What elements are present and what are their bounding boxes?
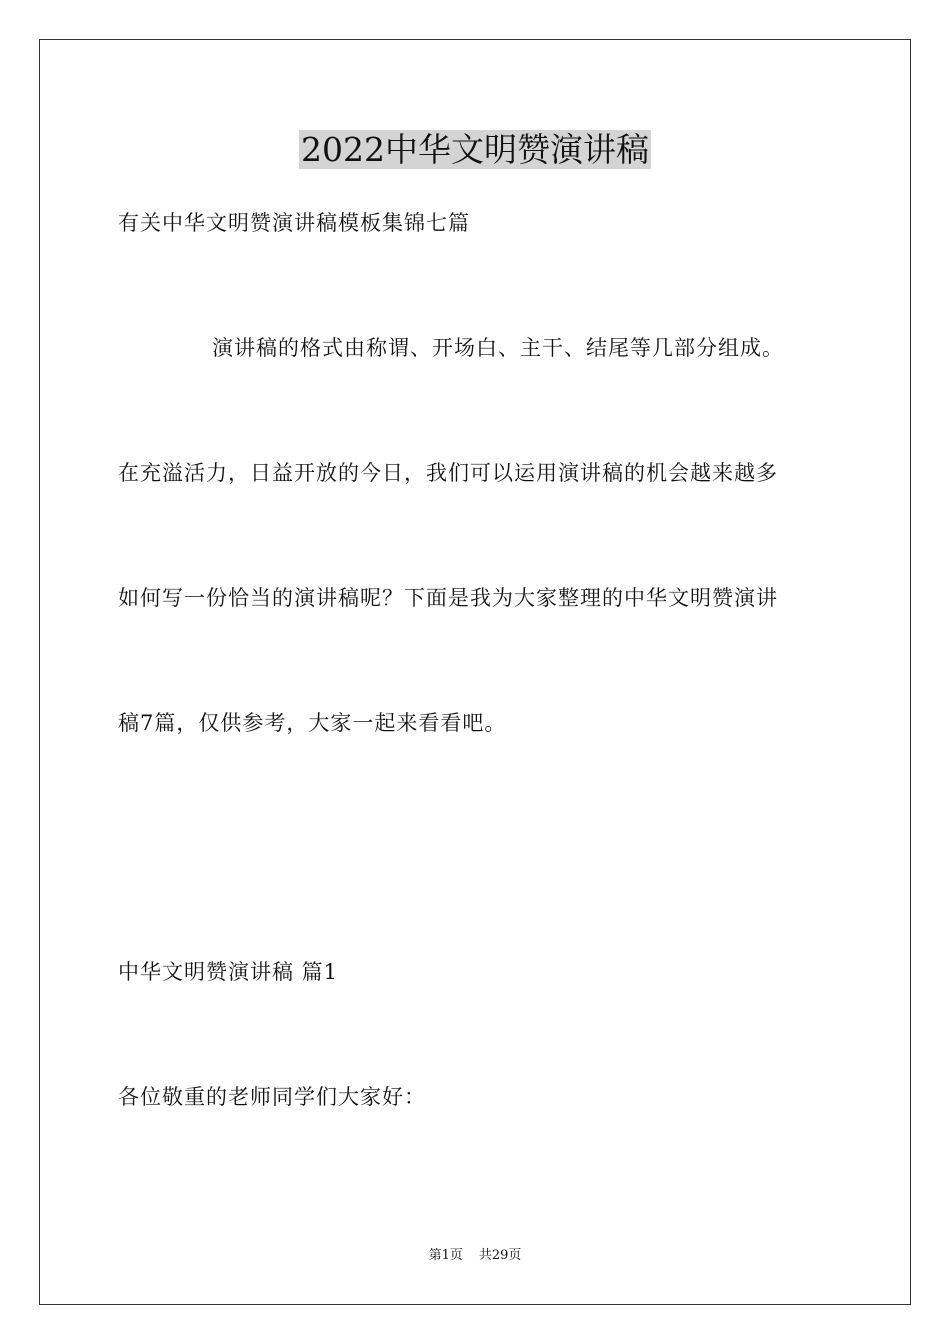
document-subtitle: 有关中华文明赞演讲稿模板集锦七篇 bbox=[118, 211, 470, 235]
body-paragraph-1: 演讲稿的格式由称谓、开场白、主干、结尾等几部分组成。 bbox=[212, 336, 784, 360]
greeting-line: 各位敬重的老师同学们大家好： bbox=[118, 1085, 426, 1109]
body-paragraph-2: 在充溢活力，日益开放的今日，我们可以运用演讲稿的机会越来越多 bbox=[118, 461, 778, 485]
section-heading: 中华文明赞演讲稿 篇1 bbox=[118, 960, 339, 984]
current-page-number: 第1页 bbox=[428, 1248, 463, 1263]
page-footer bbox=[0, 1247, 950, 1265]
document-title bbox=[0, 128, 950, 172]
total-page-count: 共29页 bbox=[478, 1248, 522, 1263]
document-title-text: 2022中华文明赞演讲稿 bbox=[301, 130, 649, 169]
body-paragraph-4: 稿7篇，仅供参考，大家一起来看看吧。 bbox=[118, 711, 507, 735]
body-paragraph-3: 如何写一份恰当的演讲稿呢？下面是我为大家整理的中华文明赞演讲 bbox=[118, 586, 778, 610]
